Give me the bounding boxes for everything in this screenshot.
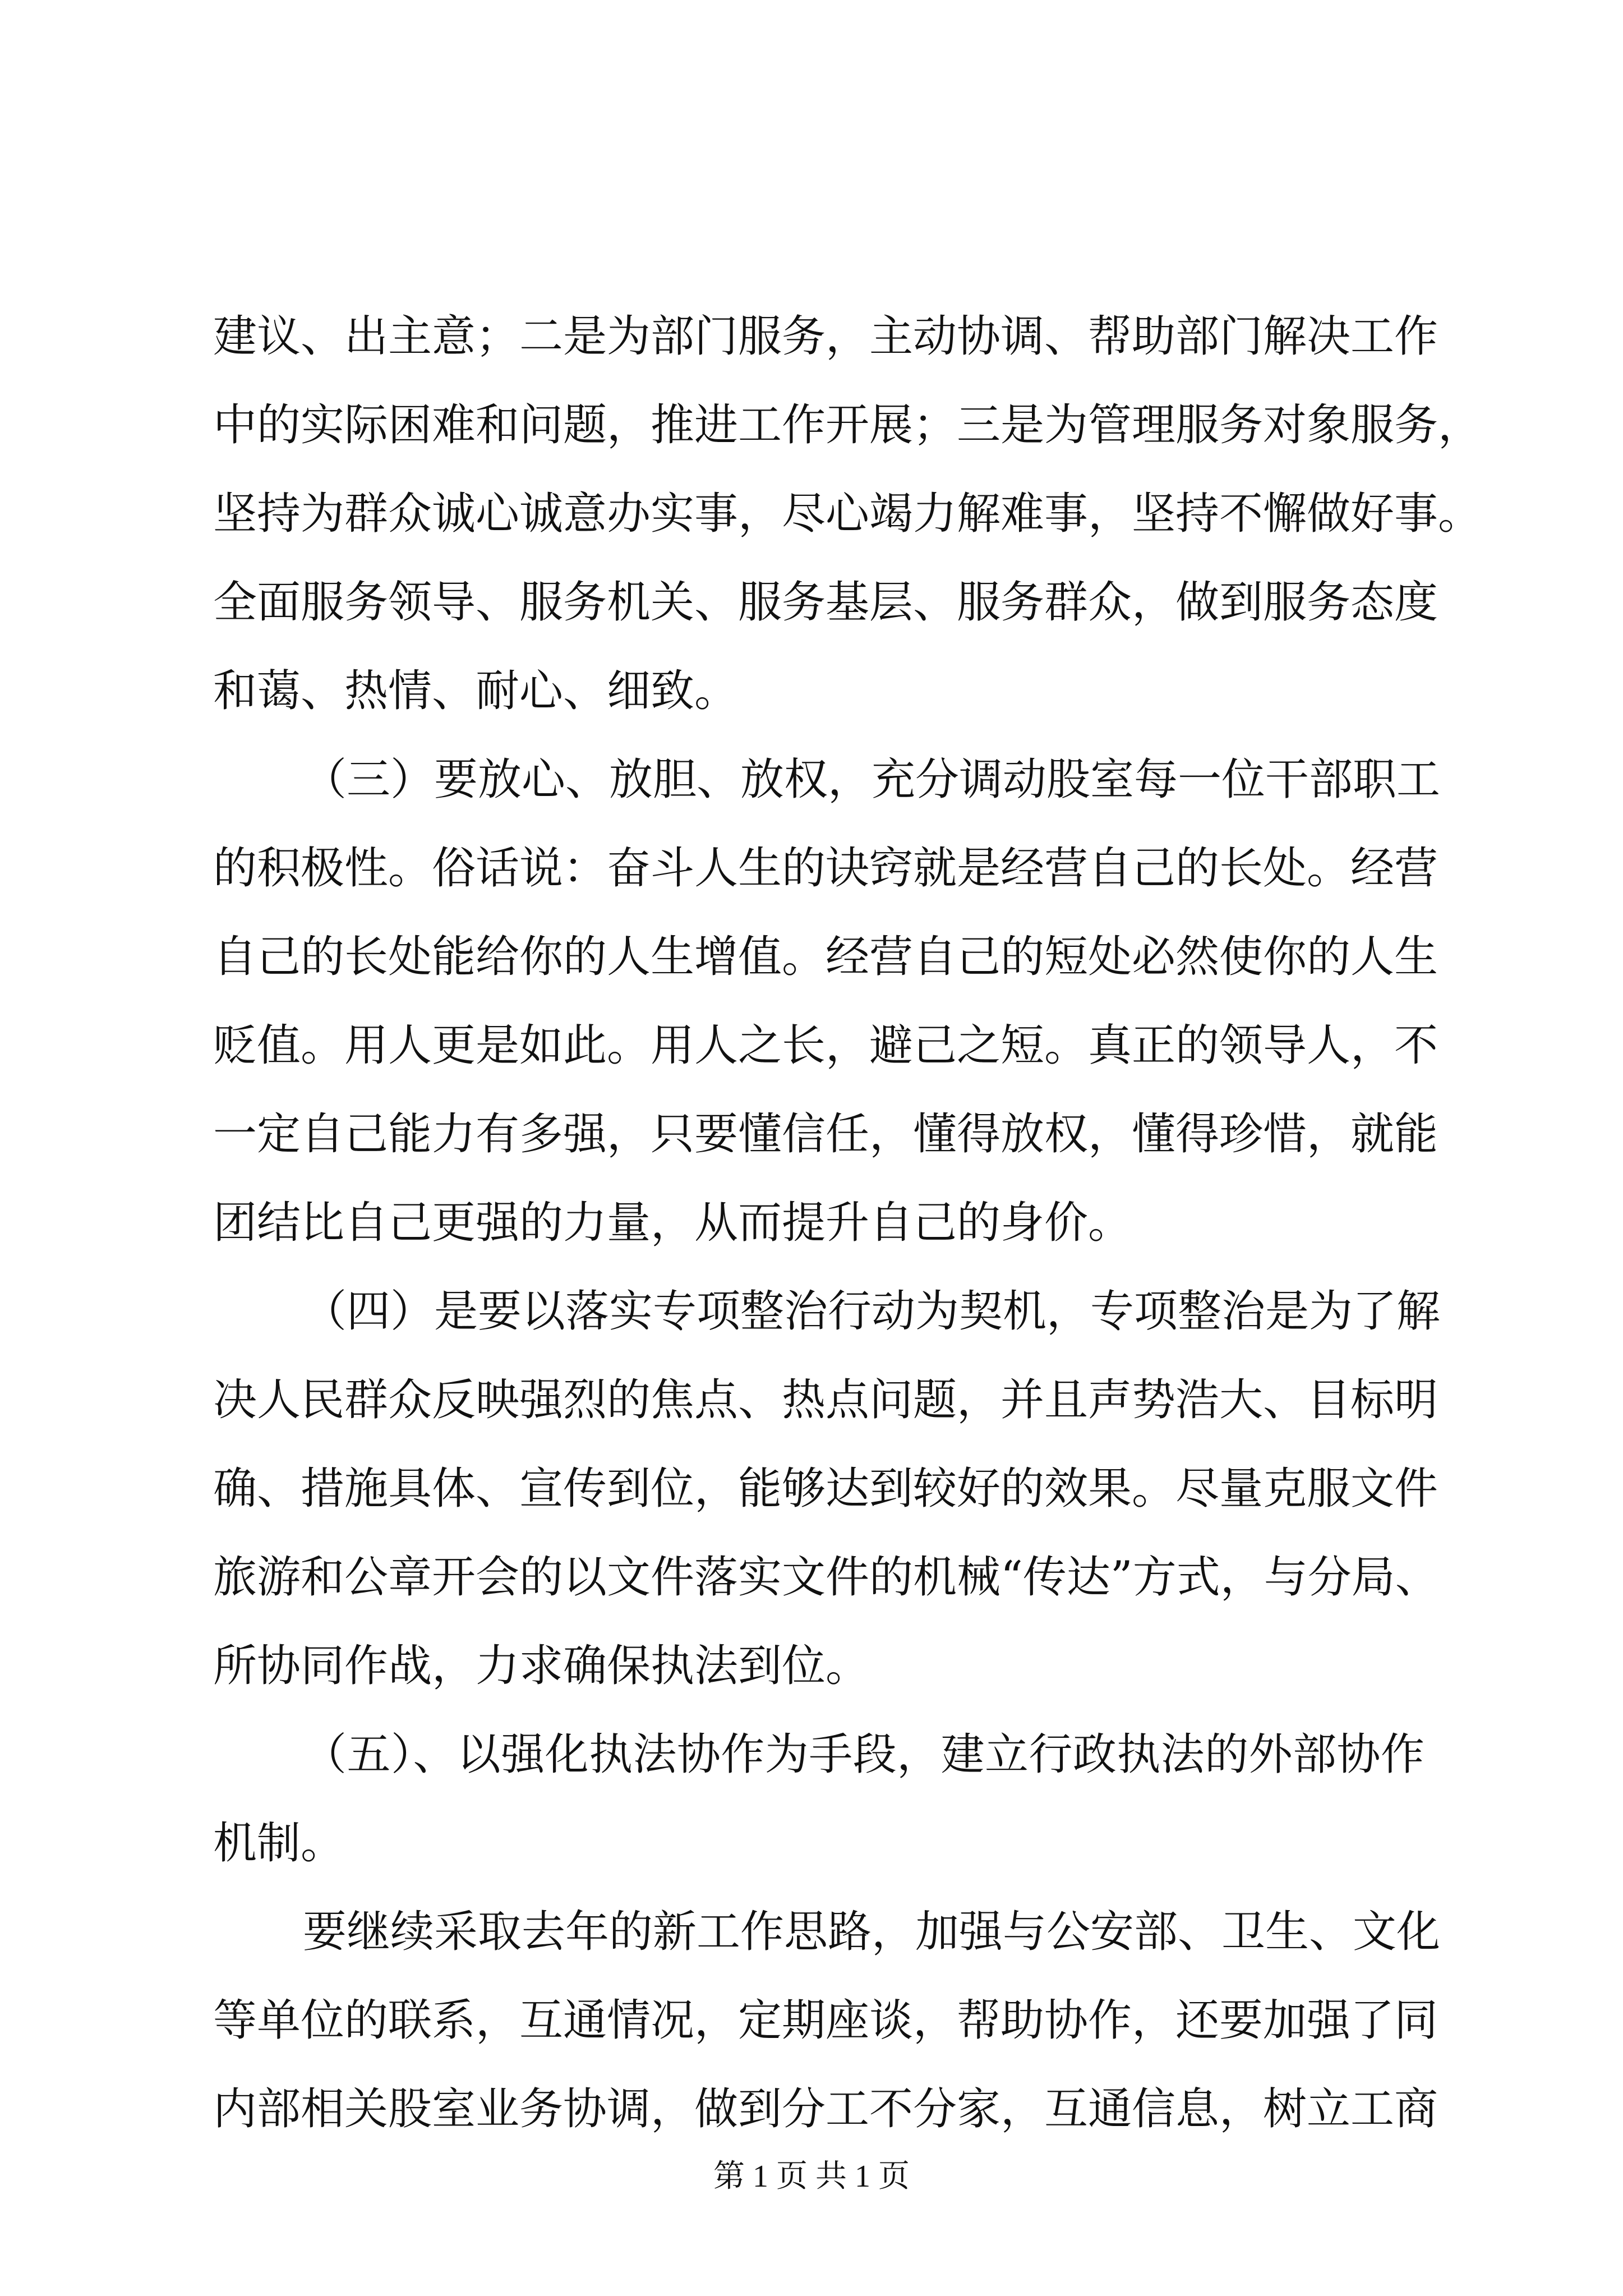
paragraph-start-line: （四）是要以落实专项整治行动为契机，专项整治是为了解 [303, 1286, 1441, 1337]
text-line: 的积极性。俗话说：奋斗人生的诀窍就是经营自己的长处。经营 [213, 843, 1438, 894]
text-line: 确、措施具体、宣传到位，能够达到较好的效果。尽量克服文件 [213, 1464, 1438, 1514]
text-line: 自己的长处能给你的人生增值。经营自己的短处必然使你的人生 [213, 932, 1438, 982]
text-line: 中的实际困难和问题，推进工作开展；三是为管理服务对象服务， [213, 400, 1482, 450]
text-line: 全面服务领导、服务机关、服务基层、服务群众，做到服务态度 [213, 577, 1438, 628]
text-line: 一定自己能力有多强，只要懂信任，懂得放权，懂得珍惜，就能 [213, 1109, 1438, 1159]
text-line: 所协同作战，力求确保执法到位。 [213, 1641, 870, 1691]
text-line: 和蔼、热情、耐心、细致。 [213, 666, 739, 716]
page-number-footer: 第 1 页 共 1 页 [713, 2159, 910, 2194]
text-line: 决人民群众反映强烈的焦点、热点问题，并且声势浩大、目标明 [213, 1375, 1438, 1425]
paragraph-start-line: （五）、以强化执法协作为手段，建立行政执法的外部协作 [303, 1729, 1424, 1780]
text-line: 建议、出主意；二是为部门服务，主动协调、帮助部门解决工作 [213, 311, 1438, 362]
text-line: 旅游和公章开会的以文件落实文件的机械“传达”方式，与分局、 [213, 1552, 1439, 1603]
paragraph-start-line: （三）要放心、放胆、放权，充分调动股室每一位干部职工 [303, 754, 1441, 805]
text-line: 贬值。用人更是如此。用人之长，避己之短。真正的领导人，不 [213, 1020, 1438, 1071]
text-line: 团结比自己更强的力量，从而提升自己的身价。 [213, 1198, 1132, 1248]
paragraph-start-line: 要继续采取去年的新工作思路，加强与公安部、卫生、文化 [303, 1907, 1441, 1957]
text-line: 内部相关股室业务协调，做到分工不分家，互通信息，树立工商 [213, 2084, 1438, 2134]
text-line: 坚持为群众诚心诚意办实事，尽心竭力解难事，坚持不懈做好事。 [213, 489, 1482, 539]
text-line: 等单位的联系，互通情况，定期座谈，帮助协作，还要加强了同 [213, 1995, 1438, 2046]
text-line: 机制。 [213, 1818, 345, 1869]
